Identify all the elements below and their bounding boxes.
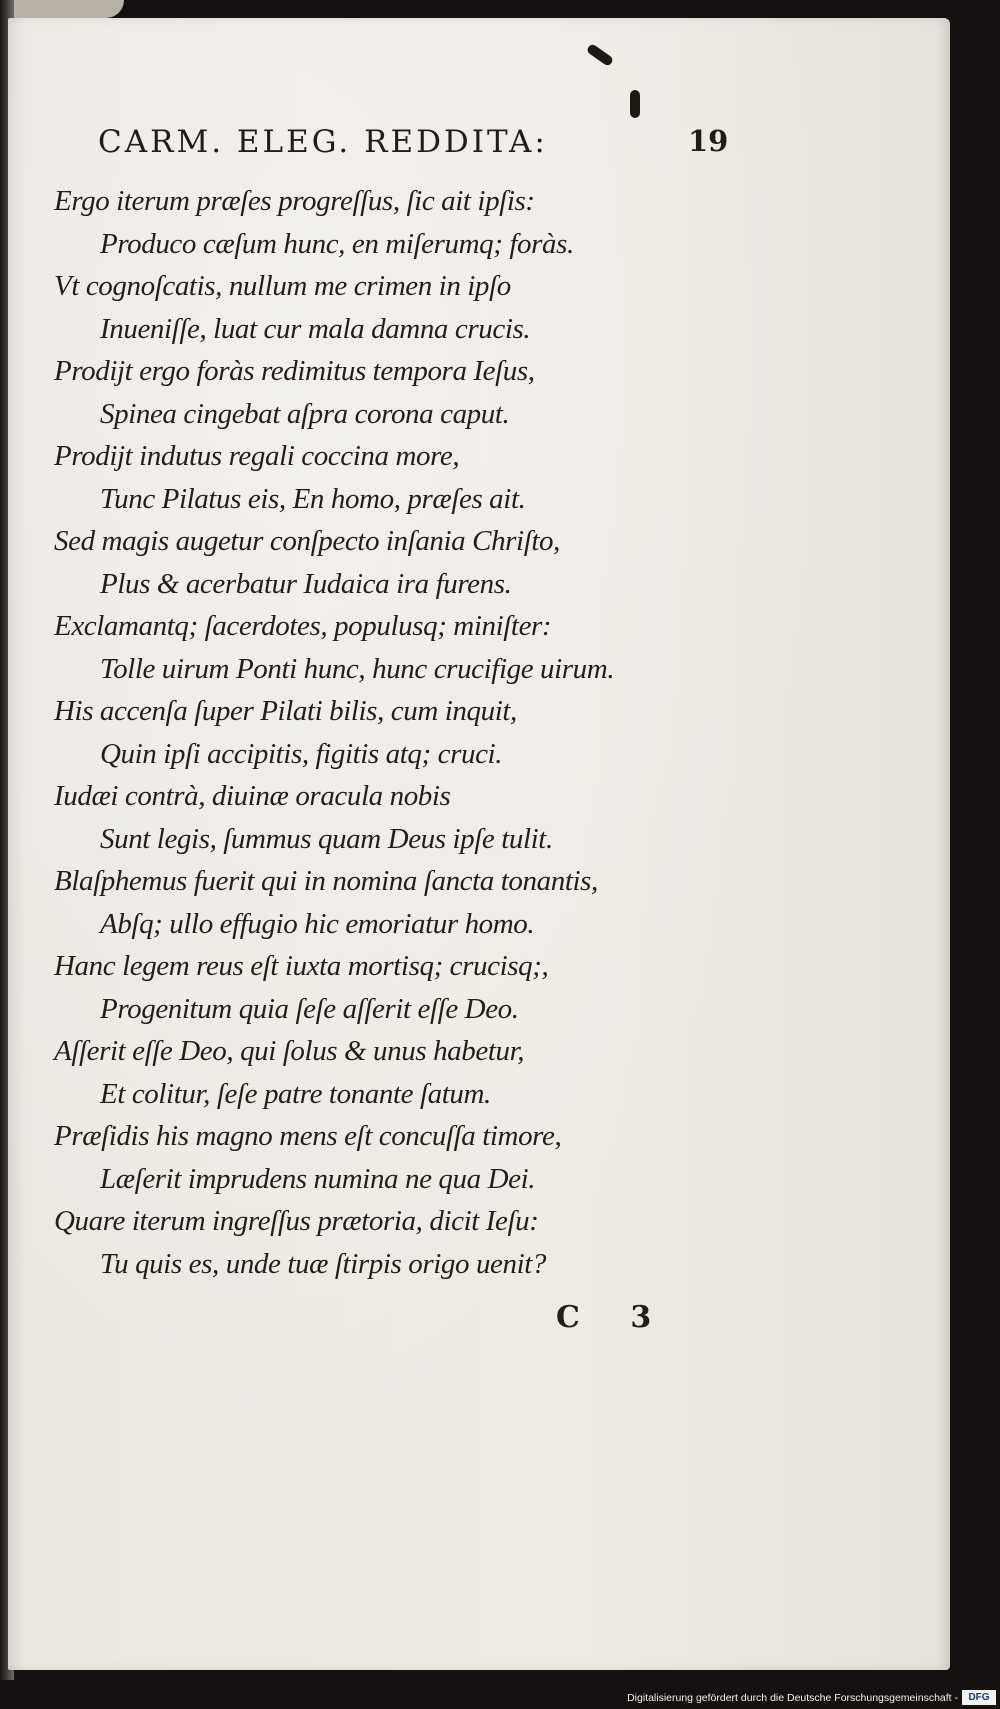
verse-line: Prodijt ergo foràs redimitus tempora Ieſus,	[54, 355, 535, 387]
verse-line: Blaſphemus fuerit qui in nomina ſancta tonantis,	[54, 865, 598, 897]
verse-line: Progenitum quia ſeſe aſſerit eſſe Deo.	[100, 992, 519, 1025]
verse-line: Spinea cingebat aſpra corona caput.	[100, 397, 510, 430]
verse-line: Præſidis his magno mens eſt concuſſa timore,	[54, 1120, 562, 1152]
verse-line: Ergo iterum præſes progreſſus, ſic ait ipſis:	[54, 185, 535, 217]
verse-line: Læſerit imprudens numina ne qua Dei.	[100, 1162, 536, 1195]
verse-line: Sunt legis, ſummus quam Deus ipſe tulit.	[100, 822, 553, 855]
verse-line: Quare iterum ingreſſus prætoria, dicit Ieſu:	[54, 1205, 539, 1237]
verse-line: Abſq; ullo effugio hic emoriatur homo.	[100, 907, 535, 940]
signature-mark: C 3	[556, 1300, 672, 1335]
verse-line: Iudæi contrà, diuinæ oracula nobis	[54, 780, 451, 812]
verse-line: Tunc Pilatus eis, En homo, præſes ait.	[100, 482, 526, 515]
verse-text-block	[54, 180, 714, 1285]
verse-line: Exclamantq; ſacerdotes, populusq; miniſter:	[54, 610, 552, 642]
ink-blot-mark	[630, 90, 640, 118]
dfg-logo: DFG	[962, 1690, 996, 1705]
verse-line: Tolle uirum Ponti hunc, hunc crucifige uirum.	[100, 652, 615, 685]
verse-line: Produco cæſum hunc, en miſerumq; foràs.	[100, 227, 574, 260]
verse-line: Et colitur, ſeſe patre tonante ſatum.	[100, 1077, 491, 1110]
verse-line: Vt cognoſcatis, nullum me crimen in ipſo	[54, 270, 511, 302]
digitization-credit: Digitalisierung gefördert durch die Deutsche Forschungsgemeinschaft -	[627, 1692, 958, 1704]
page-number: 19	[688, 124, 729, 158]
verse-line: Prodijt indutus regali coccina more,	[54, 440, 460, 472]
verse-line: Hanc legem reus eſt iuxta mortisq; crucisq;,	[54, 950, 549, 982]
verse-line: Plus & acerbatur Iudaica ira furens.	[100, 567, 512, 600]
running-head: CARM. ELEG. REDDITA:	[98, 124, 548, 160]
verse-line: His accenſa ſuper Pilati bilis, cum inquit,	[54, 695, 517, 727]
verse-line: Inueniſſe, luat cur mala damna crucis.	[100, 312, 531, 345]
verse-line: Sed magis augetur conſpecto inſania Chriſto,	[54, 525, 560, 557]
verse-line: Aſſerit eſſe Deo, qui ſolus & unus habetur,	[54, 1035, 525, 1067]
verse-line: Quin ipſi accipitis, figitis atq; cruci.	[100, 737, 503, 770]
torn-page-corner	[14, 0, 124, 18]
verse-line: Tu quis es, unde tuæ ſtirpis origo uenit?	[100, 1247, 547, 1280]
